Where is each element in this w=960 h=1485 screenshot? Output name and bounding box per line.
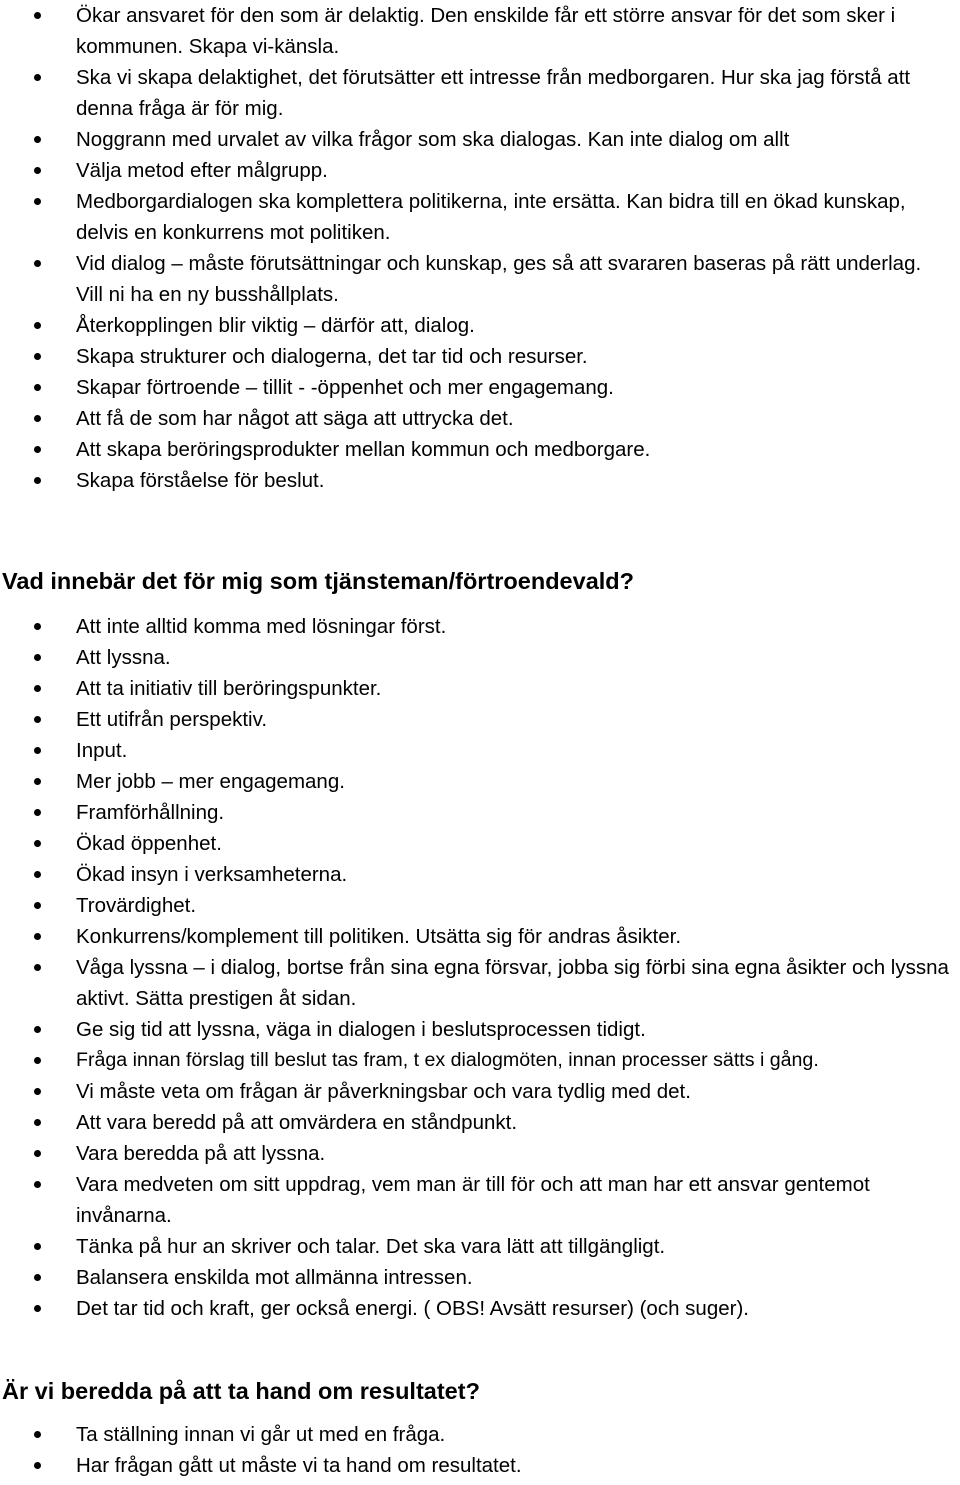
bullet-list-results (0, 1419, 960, 1481)
list-item: Tänka på hur an skriver och talar. Det ska vara lätt att tillgängligt. (0, 1231, 960, 1262)
list-item: Det tar tid och kraft, ger också energi. ( OBS! Avsätt resurser) (och suger). (0, 1293, 960, 1324)
list-item: Vid dialog – måste förutsättningar och kunskap, ges så att svararen baseras på rätt underlag. Vill ni ha en ny busshållplats. (0, 248, 960, 310)
list-item: Medborgardialogen ska komplettera politikerna, inte ersätta. Kan bidra till en ökad kunskap, delvis en konkurrens mot politiken. (0, 186, 960, 248)
list-item: Våga lyssna – i dialog, bortse från sina egna försvar, jobba sig förbi sina egna åsikter och lyssna aktivt. Sätta prestigen åt sidan. (0, 952, 960, 1014)
list-item: Framförhållning. (0, 797, 960, 828)
list-item: Att få de som har något att säga att uttrycka det. (0, 403, 960, 434)
list-item: Välja metod efter målgrupp. (0, 155, 960, 186)
list-item: Att skapa beröringsprodukter mellan kommun och medborgare. (0, 434, 960, 465)
list-item: Skapar förtroende – tillit - -öppenhet och mer engagemang. (0, 372, 960, 403)
list-item: Vara medveten om sitt uppdrag, vem man är till för och att man har ett ansvar gentemot invånarna. (0, 1169, 960, 1231)
list-item: Ge sig tid att lyssna, väga in dialogen i beslutsprocessen tidigt. (0, 1014, 960, 1045)
list-item: Ökad öppenhet. (0, 828, 960, 859)
bullet-list-intro (0, 0, 960, 496)
list-item: Skapa förståelse för beslut. (0, 465, 960, 496)
list-item: Har frågan gått ut måste vi ta hand om resultatet. (0, 1450, 960, 1481)
list-item: Skapa strukturer och dialogerna, det tar tid och resurser. (0, 341, 960, 372)
list-item: Noggrann med urvalet av vilka frågor som ska dialogas. Kan inte dialog om allt (0, 124, 960, 155)
list-item: Trovärdighet. (0, 890, 960, 921)
list-item: Ska vi skapa delaktighet, det förutsätter ett intresse från medborgaren. Hur ska jag förstå att denna fråga är för mig. (0, 62, 960, 124)
list-item: Fråga innan förslag till beslut tas fram, t ex dialogmöten, innan processer sätts i gång. (0, 1045, 960, 1076)
list-item: Ökad insyn i verksamheterna. (0, 859, 960, 890)
list-item: Mer jobb – mer engagemang. (0, 766, 960, 797)
section-heading-results: Är vi beredda på att ta hand om resultatet? (2, 1378, 480, 1404)
list-item: Att inte alltid komma med lösningar först. (0, 611, 960, 642)
list-item: Vi måste veta om frågan är påverkningsbar och vara tydlig med det. (0, 1076, 960, 1107)
bullet-list-role (0, 611, 960, 1324)
list-item: Konkurrens/komplement till politiken. Utsätta sig för andras åsikter. (0, 921, 960, 952)
list-item: Ett utifrån perspektiv. (0, 704, 960, 735)
list-item: Balansera enskilda mot allmänna intressen. (0, 1262, 960, 1293)
section-heading-role: Vad innebär det för mig som tjänsteman/förtroendevald? (2, 568, 634, 594)
list-item: Ökar ansvaret för den som är delaktig. Den enskilde får ett större ansvar för det som sker i kommunen. Skapa vi-känsla. (0, 0, 960, 62)
list-item: Att lyssna. (0, 642, 960, 673)
list-item: Vara beredda på att lyssna. (0, 1138, 960, 1169)
list-item: Att vara beredd på att omvärdera en ståndpunkt. (0, 1107, 960, 1138)
list-item: Återkopplingen blir viktig – därför att, dialog. (0, 310, 960, 341)
list-item: Ta ställning innan vi går ut med en fråga. (0, 1419, 960, 1450)
list-item: Input. (0, 735, 960, 766)
list-item: Att ta initiativ till beröringspunkter. (0, 673, 960, 704)
